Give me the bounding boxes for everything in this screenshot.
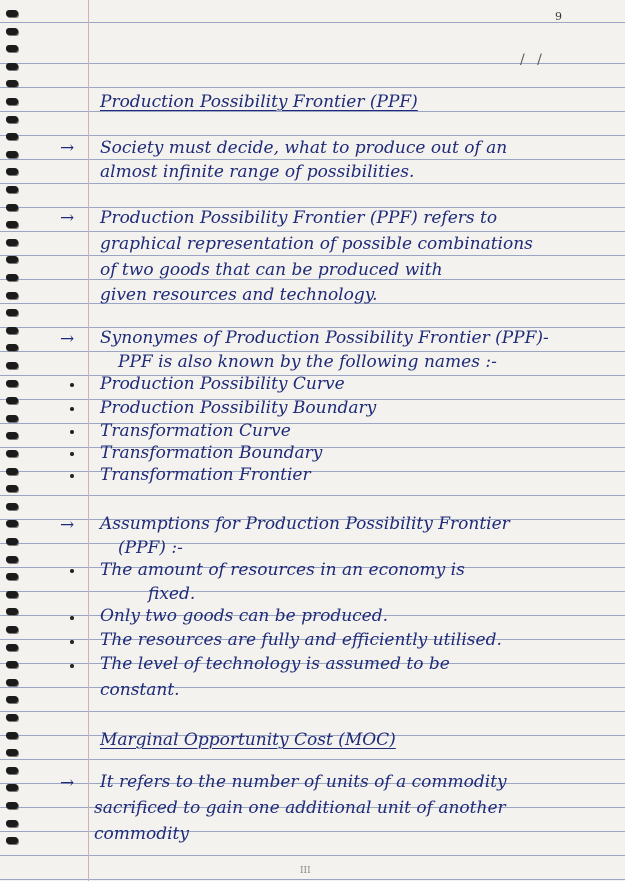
binding-hole [6,538,18,545]
binding-hole [6,767,18,774]
binding-hole [6,256,18,263]
binding-hole [6,749,18,756]
binding-hole [6,415,18,422]
binding-hole [6,151,18,158]
bullet [70,430,74,434]
para2-line4: given resources and technology. [100,285,378,305]
bullet [70,407,74,411]
binding-hole [6,556,18,563]
binding-hole [6,837,18,844]
para2-line3: of two goods that can be produced with [100,260,443,280]
binding-hole [6,292,18,299]
para3-line1: Synonymes of Production Possibility Frontier (PPF)- [100,328,549,348]
para2-line1: Production Possibility Frontier (PPF) refers to [100,208,498,228]
assumption-3: The resources are fully and efficiently utilised. [100,630,502,650]
binding-hole [6,28,18,35]
bullet [70,640,74,644]
para1-line2: almost infinite range of possibilities. [100,162,415,182]
binding-hole [6,116,18,123]
binding-hole [6,45,18,52]
bullet [70,569,74,573]
binding-hole [6,274,18,281]
binding-hole [6,133,18,140]
binding-hole [6,344,18,351]
binding-hole [6,168,18,175]
assumption-1-line1: The amount of resources in an economy is [100,560,465,580]
binding-hole [6,820,18,827]
binding-hole [6,714,18,721]
binding-hole [6,644,18,651]
margin-line [88,0,89,881]
binding-hole [6,802,18,809]
bullet [70,383,74,387]
moc-line3: commodity [94,824,189,844]
binding-hole [6,573,18,580]
binding-hole [6,784,18,791]
binding-hole [6,696,18,703]
date-field: / / [520,52,546,68]
binding-hole [6,327,18,334]
moc-line1: It refers to the number of units of a commodity [100,772,507,792]
binding-hole [6,204,18,211]
assumptions-line1: Assumptions for Production Possibility Frontier [100,514,510,534]
bullet [70,452,74,456]
assumption-1-line2: fixed. [148,584,196,604]
binding-hole [6,98,18,105]
binding-hole [6,10,18,17]
binding-hole [6,80,18,87]
arrow-icon: → [60,329,75,349]
para1-line1: Society must decide, what to produce out of an [100,138,508,158]
assumption-2: Only two goods can be produced. [100,606,389,626]
binding-hole [6,362,18,369]
spiral-binding [0,10,22,870]
assumption-4-line1: The level of technology is assumed to be [100,654,450,674]
arrow-icon: → [60,515,75,535]
binding-hole [6,503,18,510]
para3-line2: PPF is also known by the following names :- [118,352,497,372]
binding-hole [6,520,18,527]
binding-hole [6,608,18,615]
synonym-item: Transformation Frontier [100,465,311,485]
synonym-item: Production Possibility Boundary [100,398,377,418]
assumptions-line2: (PPF) :- [118,538,183,558]
heading-ppf: Production Possibility Frontier (PPF) [100,92,418,112]
binding-hole [6,186,18,193]
binding-hole [6,468,18,475]
synonym-item: Production Possibility Curve [100,374,345,394]
synonym-item: Transformation Boundary [100,443,323,463]
footer-mark: III [300,866,311,876]
binding-hole [6,221,18,228]
binding-hole [6,397,18,404]
binding-hole [6,661,18,668]
bullet [70,474,74,478]
binding-hole [6,485,18,492]
bullet [70,616,74,620]
heading-moc: Marginal Opportunity Cost (MOC) [100,730,396,750]
arrow-icon: → [60,208,75,228]
arrow-icon: → [60,138,75,158]
binding-hole [6,432,18,439]
bullet [70,664,74,668]
binding-hole [6,626,18,633]
assumption-4-line2: constant. [100,680,180,700]
binding-hole [6,732,18,739]
arrow-icon: → [60,773,75,793]
moc-line2: sacrificed to gain one additional unit of another [94,798,506,818]
binding-hole [6,450,18,457]
binding-hole [6,679,18,686]
binding-hole [6,63,18,70]
binding-hole [6,380,18,387]
para2-line2: graphical representation of possible combinations [100,234,533,254]
synonym-item: Transformation Curve [100,421,291,441]
binding-hole [6,239,18,246]
binding-hole [6,591,18,598]
page-number: 9 [555,10,562,23]
binding-hole [6,309,18,316]
